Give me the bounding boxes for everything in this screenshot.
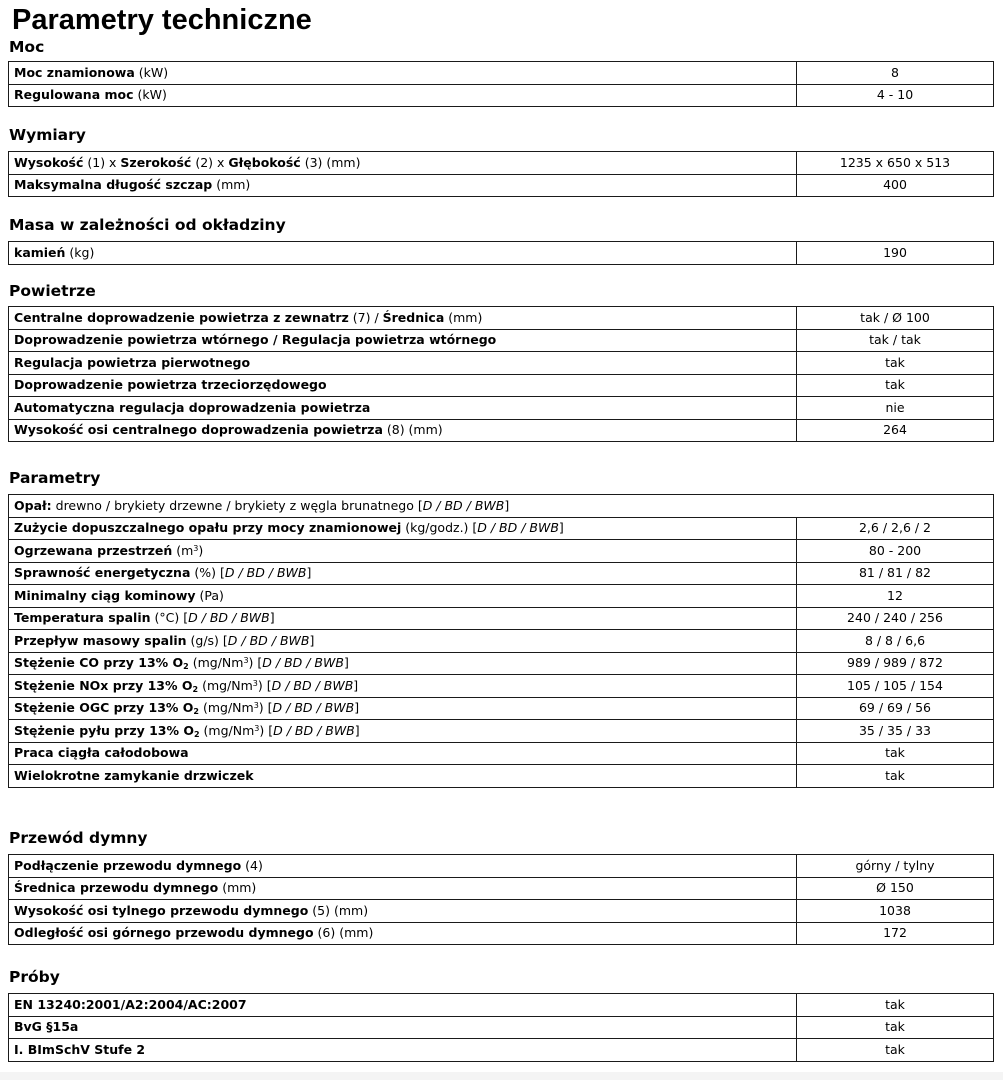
- section-title-proby: Próby: [9, 968, 60, 986]
- label-segment: Ogrzewana przestrzeń: [14, 542, 173, 558]
- section-title-parametry: Parametry: [9, 469, 101, 487]
- label-segment: Minimalny ciąg kominowy: [14, 587, 196, 603]
- section-title-masa: Masa w zależności od okładziny: [9, 216, 286, 234]
- label-segment: Wysokość osi centralnego doprowadzenia powietrza: [14, 422, 383, 438]
- label-segment: Stężenie OGC przy 13% O: [14, 700, 194, 716]
- label-segment: ]: [309, 632, 315, 648]
- row-value: 989 / 989 / 872: [797, 652, 994, 675]
- label-segment: (1) x: [83, 154, 121, 170]
- page-title: Parametry techniczne: [12, 4, 312, 36]
- table-row: [9, 994, 994, 1017]
- row-value: 240 / 240 / 256: [797, 607, 994, 630]
- row-value: tak: [797, 352, 994, 375]
- row-value: 35 / 35 / 33: [797, 720, 994, 743]
- label-segment: Opał:: [14, 497, 52, 513]
- row-label: [9, 562, 797, 585]
- row-label: [9, 540, 797, 563]
- label-segment: Temperatura spalin: [14, 610, 151, 626]
- label-segment: (7) /: [348, 309, 383, 325]
- label-segment: ) [: [257, 677, 272, 693]
- label-segment: drewno / brykiety drzewne / brykiety z węgla brunatnego [: [51, 497, 423, 513]
- label-segment: ]: [353, 677, 359, 693]
- row-label: [9, 374, 797, 397]
- row-label: [9, 329, 797, 352]
- table-row: [9, 675, 994, 698]
- row-label: [9, 585, 797, 608]
- row-value: tak / tak: [797, 329, 994, 352]
- label-segment: ]: [558, 520, 564, 536]
- label-segment: kamień: [14, 244, 66, 260]
- label-segment: Automatyczna regulacja doprowadzenia powietrza: [14, 399, 371, 415]
- table-moc: [8, 61, 994, 107]
- label-segment: (8) (mm): [382, 422, 443, 438]
- label-segment: D / BD / BWB: [227, 632, 310, 648]
- label-segment: Szerokość: [120, 154, 192, 170]
- label-segment: D / BD / BWB: [273, 722, 355, 738]
- label-segment: (°C) [: [150, 610, 189, 626]
- table-row: [9, 62, 994, 85]
- label-segment: EN 13240:2001/A2:2004/AC:2007: [14, 996, 247, 1012]
- superscript-text: 3: [243, 656, 249, 666]
- section-title-powietrze: Powietrze: [9, 282, 96, 300]
- section-title-wymiary: Wymiary: [9, 126, 86, 144]
- row-value: tak: [797, 765, 994, 788]
- superscript-text: 3: [253, 701, 259, 711]
- table-row: [9, 540, 994, 563]
- row-label: [9, 855, 797, 878]
- row-value: 2,6 / 2,6 / 2: [797, 517, 994, 540]
- table-row: [9, 720, 994, 743]
- label-segment: (3) (mm): [300, 154, 361, 170]
- row-label: [9, 152, 797, 175]
- row-value: 8 / 8 / 6,6: [797, 630, 994, 653]
- row-value: 12: [797, 585, 994, 608]
- table-row: [9, 630, 994, 653]
- row-label: [9, 630, 797, 653]
- label-segment: Praca ciągła całodobowa: [14, 745, 189, 761]
- label-segment: Stężenie pyłu przy 13% O: [14, 722, 194, 738]
- row-value: 69 / 69 / 56: [797, 697, 994, 720]
- row-value: Ø 150: [797, 877, 994, 900]
- label-segment: ]: [269, 610, 275, 626]
- label-segment: Doprowadzenie powietrza trzeciorzędowego: [14, 377, 327, 393]
- table-powietrze: [8, 306, 994, 442]
- row-value: 190: [797, 242, 994, 265]
- table-masa: [8, 241, 994, 265]
- row-label: [9, 607, 797, 630]
- row-label: [9, 84, 797, 107]
- row-label: [9, 517, 797, 540]
- row-label: [9, 419, 797, 442]
- label-segment: (mg/Nm: [198, 677, 253, 693]
- superscript-text: 3: [252, 678, 258, 688]
- row-label: [9, 765, 797, 788]
- row-label: [9, 397, 797, 420]
- row-value: tak: [797, 374, 994, 397]
- table-row: [9, 352, 994, 375]
- label-segment: D / BD / BWB: [477, 520, 559, 536]
- row-label: [9, 922, 797, 945]
- row-value: tak: [797, 994, 994, 1017]
- label-segment: Głębokość: [228, 154, 301, 170]
- subscript-text: 2: [183, 662, 189, 672]
- row-value: 8: [797, 62, 994, 85]
- table-row: [9, 1016, 994, 1039]
- label-segment: Wysokość osi tylnego przewodu dymnego: [14, 902, 309, 918]
- table-row: [9, 607, 994, 630]
- row-value: 81 / 81 / 82: [797, 562, 994, 585]
- label-segment: Sprawność energetyczna: [14, 565, 191, 581]
- row-value: 1235 x 650 x 513: [797, 152, 994, 175]
- label-segment: ]: [354, 722, 360, 738]
- table-row: [9, 242, 994, 265]
- table-row: [9, 697, 994, 720]
- label-segment: BvG §15a: [14, 1019, 79, 1035]
- row-label: [9, 742, 797, 765]
- label-segment: (mm): [444, 309, 483, 325]
- label-segment: D / BD / BWB: [188, 610, 270, 626]
- table-row: [9, 652, 994, 675]
- table-row: [9, 152, 994, 175]
- table-row: [9, 855, 994, 878]
- label-segment: (6) (mm): [313, 925, 374, 941]
- page-bottom-edge: [0, 1072, 1003, 1080]
- label-segment: Stężenie NOx przy 13% O: [14, 677, 193, 693]
- table-row: [9, 307, 994, 330]
- label-segment: D / BD / BWB: [272, 700, 355, 716]
- table-row: [9, 374, 994, 397]
- table-row: [9, 922, 994, 945]
- row-label: [9, 720, 797, 743]
- label-segment: (kg): [65, 244, 95, 260]
- row-value: 400: [797, 174, 994, 197]
- table-przewod-dymny: [8, 854, 994, 945]
- label-segment: Średnica: [382, 309, 445, 325]
- row-label: [9, 900, 797, 923]
- row-label: [9, 307, 797, 330]
- label-segment: (5) (mm): [308, 902, 369, 918]
- table-row: [9, 84, 994, 107]
- row-label: [9, 495, 994, 518]
- label-segment: ) [: [248, 655, 263, 671]
- row-label: [9, 994, 797, 1017]
- table-proby: [8, 993, 994, 1062]
- label-segment: Wysokość: [14, 154, 84, 170]
- row-label: [9, 1039, 797, 1062]
- label-segment: (Pa): [195, 587, 224, 603]
- row-value: tak: [797, 1016, 994, 1039]
- label-segment: I. BImSchV Stufe 2: [14, 1041, 146, 1057]
- row-value: tak: [797, 742, 994, 765]
- table-row: [9, 877, 994, 900]
- label-segment: D / BD / BWB: [262, 655, 344, 671]
- table-row: [9, 1039, 994, 1062]
- row-value: 1038: [797, 900, 994, 923]
- subscript-text: 2: [193, 707, 199, 717]
- table-parametry: [8, 494, 994, 788]
- label-segment: Odległość osi górnego przewodu dymnego: [14, 925, 314, 941]
- label-segment: (kg/godz.) [: [401, 520, 478, 536]
- table-row: [9, 329, 994, 352]
- table-row: [9, 419, 994, 442]
- label-segment: (4): [241, 857, 263, 873]
- label-segment: D / BD / BWB: [271, 677, 354, 693]
- row-label: [9, 174, 797, 197]
- row-value: 105 / 105 / 154: [797, 675, 994, 698]
- label-segment: Regulowana moc: [14, 87, 134, 103]
- label-segment: ): [198, 542, 204, 558]
- subscript-text: 2: [194, 729, 200, 739]
- label-segment: Podłączenie przewodu dymnego: [14, 857, 242, 873]
- label-segment: Maksymalna długość szczap: [14, 177, 213, 193]
- table-row: [9, 174, 994, 197]
- row-label: [9, 1016, 797, 1039]
- label-segment: D / BD / BWB: [224, 565, 307, 581]
- row-value: tak: [797, 1039, 994, 1062]
- row-label: [9, 352, 797, 375]
- label-segment: Średnica przewodu dymnego: [14, 880, 219, 896]
- label-segment: (mg/Nm: [188, 655, 244, 671]
- label-segment: ) [: [259, 722, 274, 738]
- label-segment: (mg/Nm: [199, 722, 255, 738]
- row-value: 172: [797, 922, 994, 945]
- table-row: [9, 765, 994, 788]
- table-row: [9, 562, 994, 585]
- label-segment: (mm): [218, 880, 257, 896]
- label-segment: ) [: [258, 700, 273, 716]
- label-segment: Stężenie CO przy 13% O: [14, 655, 184, 671]
- label-segment: (kW): [134, 64, 169, 80]
- table-row: [9, 585, 994, 608]
- label-segment: Doprowadzenie powietrza wtórnego / Regulacja powietrza wtórnego: [14, 332, 497, 348]
- label-segment: (mm): [212, 177, 251, 193]
- label-segment: Przepływ masowy spalin: [14, 632, 187, 648]
- table-row: [9, 742, 994, 765]
- table-row: [9, 517, 994, 540]
- label-segment: ]: [306, 565, 312, 581]
- superscript-text: 3: [193, 543, 199, 553]
- table-wymiary: [8, 151, 994, 197]
- label-segment: Regulacja powietrza pierwotnego: [14, 354, 251, 370]
- row-value: górny / tylny: [797, 855, 994, 878]
- row-value: 80 - 200: [797, 540, 994, 563]
- label-segment: (kW): [133, 87, 167, 103]
- subscript-text: 2: [192, 684, 199, 694]
- label-segment: (%) [: [190, 565, 225, 581]
- label-segment: Zużycie dopuszczalnego opału przy mocy znamionowej: [14, 520, 402, 536]
- row-label: [9, 697, 797, 720]
- label-segment: ]: [504, 497, 510, 513]
- table-row: [9, 397, 994, 420]
- row-value: nie: [797, 397, 994, 420]
- label-segment: D / BD / BWB: [422, 497, 505, 513]
- label-segment: (m: [172, 542, 194, 558]
- row-value: tak / Ø 100: [797, 307, 994, 330]
- row-value: 4 - 10: [797, 84, 994, 107]
- label-segment: (mg/Nm: [199, 700, 254, 716]
- table-row: [9, 900, 994, 923]
- label-segment: Centralne doprowadzenie powietrza z zewnatrz: [14, 309, 349, 325]
- label-segment: (g/s) [: [186, 632, 228, 648]
- row-label: [9, 675, 797, 698]
- label-segment: Moc znamionowa: [14, 64, 135, 80]
- label-segment: ]: [354, 700, 360, 716]
- section-title-przewod-dymny: Przewód dymny: [9, 829, 148, 847]
- row-value: 264: [797, 419, 994, 442]
- label-segment: (2) x: [191, 154, 229, 170]
- row-label: [9, 652, 797, 675]
- row-label: [9, 62, 797, 85]
- label-segment: Wielokrotne zamykanie drzwiczek: [14, 767, 254, 783]
- superscript-text: 3: [254, 723, 260, 733]
- label-segment: ]: [343, 655, 349, 671]
- row-label: [9, 877, 797, 900]
- section-title-moc: Moc: [9, 38, 45, 56]
- table-row: [9, 495, 994, 518]
- row-label: [9, 242, 797, 265]
